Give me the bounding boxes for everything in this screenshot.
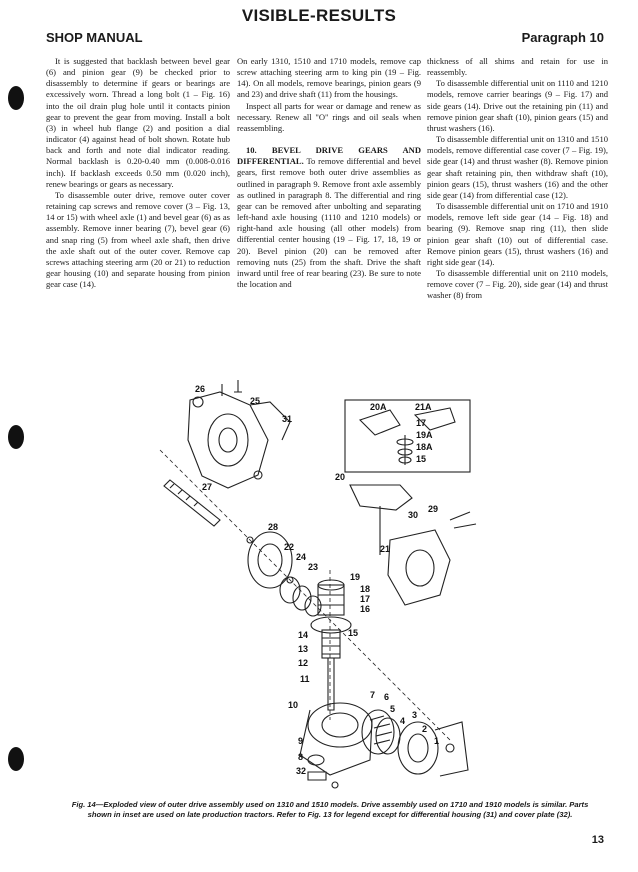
- callout-label: 30: [408, 510, 419, 520]
- punch-hole-mark: [8, 86, 24, 110]
- text-column-2: [237, 56, 421, 290]
- paragraph: Inspect all parts for wear or damage and renew as necessary. Renew all "O" rings and oil seals when reassembling.: [237, 100, 421, 133]
- punch-hole-mark: [8, 747, 24, 771]
- callout-label: 11: [300, 674, 310, 684]
- callout-label: 23: [308, 562, 319, 572]
- callout-label: 16: [360, 604, 371, 614]
- callout-label: 17: [360, 594, 371, 604]
- section-paragraph: [237, 145, 421, 290]
- callout-label: 5: [390, 704, 396, 714]
- paragraph: It is suggested that backlash between bevel gear (6) and pinion gear (9) be checked prior to disassembly to determine if gears or bearings are excessively worn. Thread a long bolt (1 – Fig. 16) into the oil drain plug hole until it contacts pinion gear to prevent the gear from moving. Install a bolt (3) in wheel hub flange (2) and position a dial indicator (4) against head of bolt shown. Rotate hub back and forth and note dial indicator reading. Normal backlash is 0.20-0.40 mm (0.008-0.016 inch). If backlash exceeds 0.50 mm (0.020 inch), renew bearings or gears as necessary.: [46, 56, 230, 189]
- paragraph: To disassemble differential unit on 1110 and 1210 models, remove carrier bearings (9 – Fig. 17) and side gears (14). Drive out the retaining pin (11) and remove pinion gear shaft (10), pinion gears (15) and thrust washers (16).: [427, 78, 608, 133]
- section-body: To remove differential and bevel gears, first remove both outer drive assemblies as outlined in paragraph 9. Remove front axle assembly as outlined in paragraph 8. The differential and ring gear can be removed after unbolting and separating left-hand axle housing (1110 and 1210 models) or right-hand axle housing (all other models) from differential center housing (19 – Fig. 17, 18, 19 or 20). Bevel pinion (20) can be removed after removing nuts (25) from the shaft. Drive the shaft inward until free of rear bearing (23). Be sure to note the location and: [237, 156, 422, 289]
- paragraph: thickness of all shims and retain for use in reassembly.: [427, 56, 608, 78]
- callout-label: 10: [288, 700, 299, 710]
- section-heading: 10. BEVEL DRIVE GEARS AND DIFFERENTIAL.: [237, 145, 421, 167]
- text-column-1: [46, 56, 230, 290]
- callout-label: 4: [400, 716, 406, 726]
- callout-label: 20A: [370, 402, 387, 412]
- callout-label: 29: [428, 504, 439, 514]
- callout-label: 32: [296, 766, 307, 776]
- callout-label: 15: [416, 454, 427, 464]
- callout-label: 21: [380, 544, 391, 554]
- paragraph: To disassemble differential unit on 1710 and 1910 models, remove left side gear (14 – Fig. 18) and bearing (9). Remove snap ring (11), then slide pinion gear shaft (10) out of differential case. Remove pinion gears (15), thrust washers (16) and right side gear (14).: [427, 201, 608, 267]
- callout-label: 28: [268, 522, 279, 532]
- callout-label: 12: [298, 658, 309, 668]
- callout-label: 21A: [415, 402, 432, 412]
- callout-label: 2: [422, 724, 428, 734]
- callout-label: 15: [348, 628, 359, 638]
- page-number: 13: [591, 834, 604, 846]
- callout-label: 19: [350, 572, 361, 582]
- callout-label: 18: [360, 584, 371, 594]
- exploded-drive-diagram: [150, 380, 490, 790]
- callout-label: 20: [335, 472, 346, 482]
- paragraph: On early 1310, 1510 and 1710 models, remove cap screw attaching steering arm to king pin (19 – Fig. 14). On all models, remove bearings, pinion gears (9 and 23) and drive shaft (11) from the housings.: [237, 56, 421, 100]
- callout-label: 18A: [416, 442, 433, 452]
- punch-hole-mark: [8, 425, 24, 449]
- callout-label: 1: [434, 736, 440, 746]
- callout-label: 19A: [416, 430, 433, 440]
- paragraph: To disassemble differential unit on 1310 and 1510 models, remove differential case cover (7 – Fig. 19), side gear (14) and thrust washer (8). Remove pinion gear shaft retaining pin, then withdraw shaft (10), pinion gears (15), thrust washers (16) and the other side gear (14) from differential case (12).: [427, 134, 608, 200]
- figure-callouts: [195, 384, 439, 776]
- callout-label: 27: [202, 482, 213, 492]
- callout-label: 24: [296, 552, 307, 562]
- callout-label: 31: [282, 414, 293, 424]
- figure-caption: Fig. 14—Exploded view of outer drive assembly used on 1310 and 1510 models. Drive assembly used on 1710 and 1910 models is similar. Parts shown in inset are used on late production tractors. Refer to Fig. 13 for legend except for differential housing (31) and cover plate (32).: [71, 800, 589, 819]
- watermark-title: VISIBLE-RESULTS: [241, 6, 397, 25]
- callout-label: 14: [298, 630, 309, 640]
- paragraph: To disassemble outer drive, remove outer cover retaining cap screws and remove cover (3 – Fig. 13, 14 or 15) with wheel axle (1) and bevel gear (6) as as assembly. Remove inner bearing (7), bevel gear (6) and snap ring (5) from wheel axle shaft, then drive the axle shaft out of the outer cover. Remove cap screws attaching steering arm (20 or 21) to reduction gear housing (10) and separate housing from pinion gear case (14).: [46, 189, 230, 290]
- running-header-right: Paragraph 10: [521, 30, 604, 45]
- callout-label: 13: [298, 644, 309, 654]
- callout-label: 25: [250, 396, 261, 406]
- running-header-left: SHOP MANUAL: [46, 30, 143, 45]
- callout-label: 7: [370, 690, 376, 700]
- callout-label: 17: [416, 418, 427, 428]
- text-column-3: [427, 56, 608, 301]
- callout-label: 8: [298, 752, 304, 762]
- callout-label: 26: [195, 384, 206, 394]
- callout-label: 22: [284, 542, 295, 552]
- callout-label: 6: [384, 692, 390, 702]
- paragraph: To disassemble differential unit on 2110 models, remove cover (7 – Fig. 20), side gear (14) and thrust washer (8) from: [427, 267, 608, 301]
- callout-label: 9: [298, 736, 304, 746]
- callout-label: 3: [412, 710, 418, 720]
